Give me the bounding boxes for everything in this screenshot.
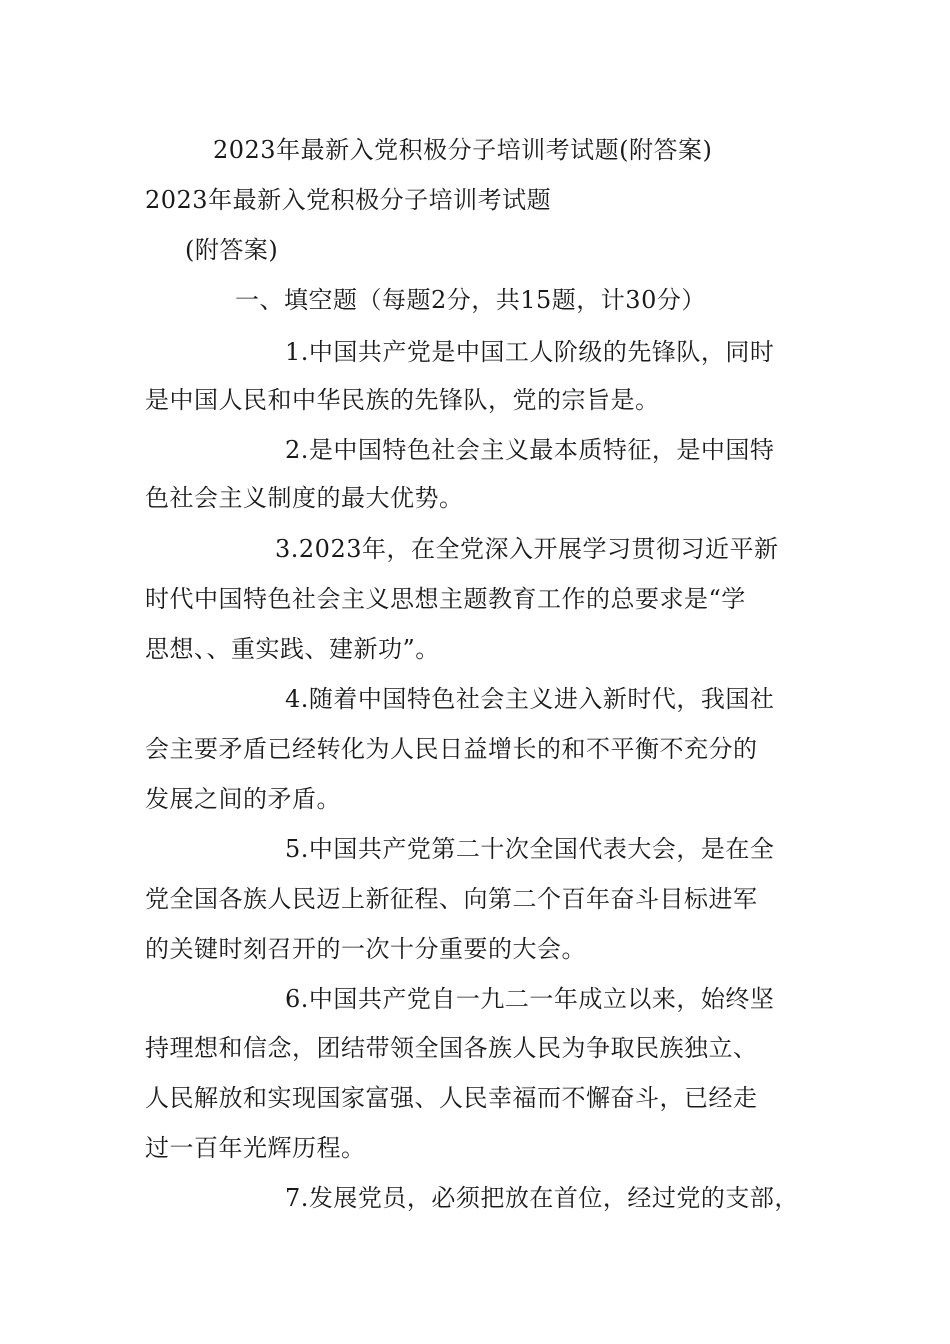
question-6-line-4: 过一百年光辉历程。 — [145, 1134, 366, 1162]
question-5-line-3: 的关键时刻召开的一次十分重要的大会。 — [145, 935, 586, 963]
document-subtitle-answers: (附答案) — [185, 236, 279, 264]
question-4-line-1: 4.随着中国特色社会主义进入新时代，我国社 — [285, 685, 775, 713]
question-2-line-2: 色社会主义制度的最大优势。 — [145, 484, 464, 512]
question-6-line-3: 人民解放和实现国家富强、人民幸福而不懈奋斗，已经走 — [145, 1084, 758, 1112]
question-5-line-2: 党全国各族人民迈上新征程、向第二个百年奋斗目标进军 — [145, 885, 758, 913]
question-1-line-1: 1.中国共产党是中国工人阶级的先锋队，同时 — [285, 338, 775, 366]
question-3-line-2: 时代中国特色社会主义思想主题教育工作的总要求是“学 — [145, 585, 746, 613]
question-1-line-2: 是中国人民和中华民族的先锋队，党的宗旨是。 — [145, 386, 660, 414]
question-5-line-1: 5.中国共产党第二十次全国代表大会，是在全 — [285, 835, 775, 863]
question-2-line-1: 2.是中国特色社会主义最本质特征，是中国特 — [285, 436, 775, 464]
document-title: 2023年最新入党积极分子培训考试题(附答案) — [213, 136, 713, 164]
question-6-line-2: 持理想和信念，团结带领全国各族人民为争取民族独立、 — [145, 1034, 758, 1062]
question-4-line-3: 发展之间的矛盾。 — [145, 785, 341, 813]
document-subtitle: 2023年最新入党积极分子培训考试题 — [145, 186, 552, 214]
question-3-line-3: 思想、、重实践、建新功”。 — [145, 635, 440, 663]
question-4-line-2: 会主要矛盾已经转化为人民日益增长的和不平衡不充分的 — [145, 735, 758, 763]
question-3-line-1: 3.2023年，在全党深入开展学习贯彻习近平新 — [275, 535, 779, 563]
question-6-line-1: 6.中国共产党自一九二一年成立以来，始终坚 — [285, 985, 775, 1013]
question-7-line-1: 7.发展党员，必须把放在首位，经过党的支部， — [285, 1184, 799, 1212]
section-heading: 一、填空题（每题2分，共15题，计30分） — [235, 286, 706, 314]
